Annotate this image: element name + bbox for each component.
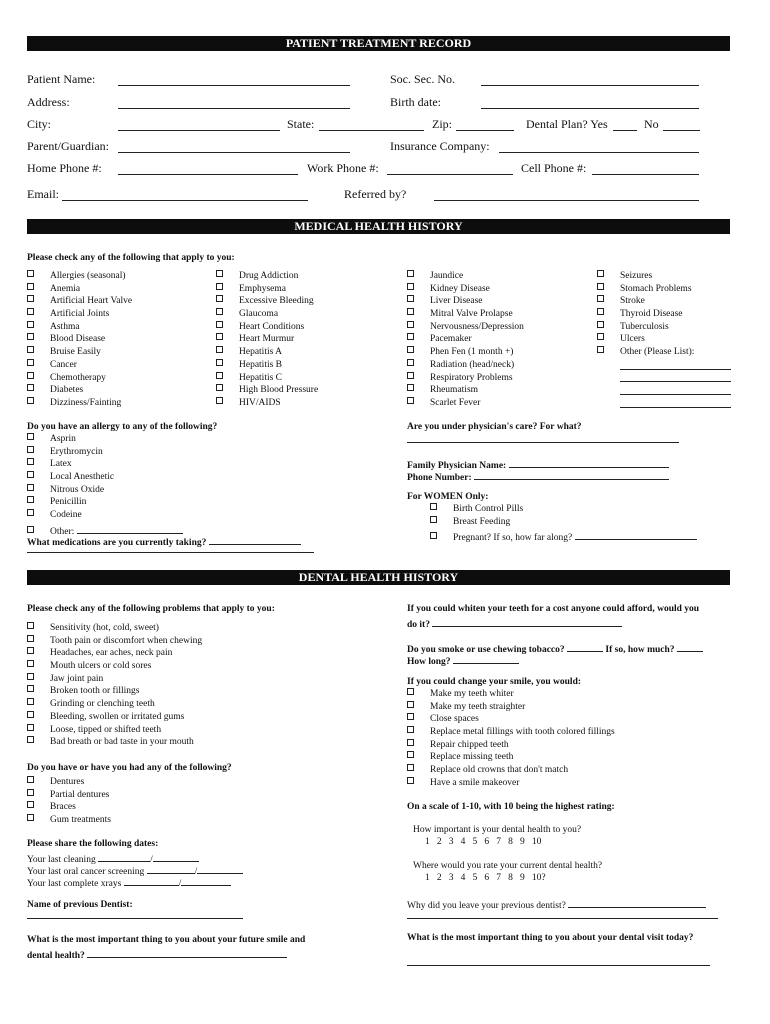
checkbox-icon[interactable]	[27, 346, 34, 353]
dental-problems-prompt: Please check any of the following problems that apply to you:	[27, 604, 275, 614]
insurance-field[interactable]	[499, 139, 699, 153]
checklist-item[interactable]: High Blood Pressure	[216, 384, 318, 397]
checkbox-icon[interactable]	[216, 384, 223, 391]
checkbox-icon[interactable]	[407, 295, 414, 302]
checklist-item[interactable]: Mouth ulcers or cold sores	[27, 660, 202, 673]
checklist-item[interactable]: Pregnant? If so, how far along?	[430, 528, 697, 541]
home-phone-field[interactable]	[118, 161, 298, 175]
checklist-item[interactable]: Sensitivity (hot, cold, sweet)	[27, 622, 202, 635]
checklist-item[interactable]: Phen Fen (1 month +)	[407, 346, 524, 359]
why-left-question: Why did you leave your previous dentist?	[407, 896, 706, 912]
checkbox-icon[interactable]	[407, 777, 414, 784]
checkbox-icon[interactable]	[407, 346, 414, 353]
phone-number-label: Phone Number:	[407, 468, 669, 484]
rate-scale[interactable]: 1 2 3 4 5 6 7 8 9 10?	[425, 873, 546, 883]
checkbox-icon[interactable]	[597, 321, 604, 328]
checklist-item[interactable]: Artificial Joints	[27, 308, 132, 321]
pregnancy-field[interactable]	[575, 528, 697, 540]
checklist-item[interactable]: Chemotherapy	[27, 372, 132, 385]
checkbox-icon[interactable]	[27, 359, 34, 366]
checklist-item[interactable]: Asthma	[27, 321, 132, 334]
zip-label: Zip:	[432, 117, 452, 131]
checklist-item[interactable]: Glaucoma	[216, 308, 318, 321]
work-phone-field[interactable]	[387, 161, 513, 175]
checkbox-icon[interactable]	[27, 526, 34, 533]
checklist-item[interactable]: Mitral Valve Prolapse	[407, 308, 524, 321]
birth-date-field[interactable]	[481, 95, 699, 109]
state-field[interactable]	[319, 117, 424, 131]
checklist-item[interactable]: Cancer	[27, 359, 132, 372]
last-xrays-month-field[interactable]	[124, 874, 179, 886]
other-allergy-field[interactable]	[77, 522, 183, 534]
checklist-item[interactable]: Ulcers	[597, 333, 694, 346]
checkbox-icon[interactable]	[27, 660, 34, 667]
visit-answer-line[interactable]	[407, 965, 710, 966]
checklist-item[interactable]: Replace metal fillings with tooth colored fillings	[407, 726, 615, 739]
checkbox-icon[interactable]	[216, 270, 223, 277]
checkbox-icon[interactable]	[27, 647, 34, 654]
referred-by-field[interactable]	[434, 187, 699, 201]
address-label: Address:	[27, 95, 70, 109]
checklist-item[interactable]: Excessive Bleeding	[216, 295, 318, 308]
previous-dentist-field[interactable]	[27, 918, 243, 919]
phone-number-field[interactable]	[474, 468, 669, 480]
last-screening-month-field[interactable]	[147, 862, 195, 874]
checkbox-icon[interactable]	[407, 688, 414, 695]
checklist-item[interactable]: Scarlet Fever	[407, 397, 524, 410]
patient-name-label: Patient Name:	[27, 72, 96, 86]
whiten-field[interactable]	[432, 615, 622, 627]
checkbox-icon[interactable]	[597, 333, 604, 340]
checkbox-icon[interactable]	[430, 516, 437, 523]
last-cleaning-month-field[interactable]	[98, 850, 150, 862]
checklist-item[interactable]: Dizziness/Fainting	[27, 397, 132, 410]
checkbox-icon[interactable]	[216, 346, 223, 353]
checkbox-icon[interactable]	[27, 789, 34, 796]
insurance-label: Insurance Company:	[390, 139, 490, 153]
checkbox-icon[interactable]	[216, 397, 223, 404]
checklist-item[interactable]: HIV/AIDS	[216, 397, 318, 410]
checklist-item[interactable]: Stomach Problems	[597, 283, 694, 296]
checklist-item[interactable]: Heart Conditions	[216, 321, 318, 334]
checklist-item[interactable]: Diabetes	[27, 384, 132, 397]
city-field[interactable]	[118, 117, 280, 131]
city-label: City:	[27, 117, 52, 131]
checklist-item[interactable]: Braces	[27, 801, 111, 814]
last-oral-cancer-row: Your last oral cancer screening /	[27, 862, 243, 878]
checklist-item[interactable]: Radiation (head/neck)	[407, 359, 524, 372]
checklist-item[interactable]: Make my teeth whiter	[407, 688, 615, 701]
checkbox-icon[interactable]	[27, 295, 34, 302]
checklist-item[interactable]: Jaundice	[407, 270, 524, 283]
smoke-amount-field[interactable]	[677, 640, 703, 652]
checkbox-icon[interactable]	[216, 283, 223, 290]
checklist-item[interactable]: Replace old crowns that don't match	[407, 764, 615, 777]
checkbox-icon[interactable]	[597, 346, 604, 353]
importance-question: How important is your dental health to you?	[413, 825, 582, 835]
other-list-line-3[interactable]	[620, 394, 731, 395]
checklist-item[interactable]: Bad breath or bad taste in your mouth	[27, 736, 202, 749]
checkbox-icon[interactable]	[216, 359, 223, 366]
last-xrays-row: Your last complete xrays /	[27, 874, 231, 890]
dental-plan-no-field[interactable]	[663, 117, 700, 131]
checkbox-icon[interactable]	[407, 321, 414, 328]
medical-conditions-col2	[216, 270, 318, 410]
smoke-question-1: Do you smoke or use chewing tobacco? If so, how much?	[407, 640, 703, 656]
ssn-label: Soc. Sec. No.	[390, 72, 455, 86]
checklist-item[interactable]: Asprin	[27, 433, 183, 446]
checkbox-icon[interactable]	[430, 503, 437, 510]
change-smile-prompt: If you could change your smile, you would:	[407, 677, 582, 687]
scale-prompt: On a scale of 1-10, with 10 being the highest rating:	[407, 802, 615, 812]
dental-history-header: DENTAL HEALTH HISTORY	[27, 570, 730, 585]
checkbox-icon[interactable]	[407, 308, 414, 315]
checklist-item[interactable]: Tooth pain or discomfort when chewing	[27, 635, 202, 648]
checklist-item[interactable]: Grinding or clenching teeth	[27, 698, 202, 711]
other-list-line-4[interactable]	[620, 407, 731, 408]
last-xrays-year-field[interactable]	[181, 874, 231, 886]
last-cleaning-row: Your last cleaning /	[27, 850, 199, 866]
whiten-question-2: do it?	[407, 615, 622, 631]
home-phone-label: Home Phone #:	[27, 161, 102, 175]
dental-plan-label: Dental Plan? Yes	[526, 117, 608, 131]
other-list-line-1[interactable]	[620, 369, 731, 370]
dental-had-list	[27, 776, 111, 827]
checkbox-icon[interactable]	[407, 739, 414, 746]
checklist-item[interactable]: Penicillin	[27, 496, 183, 509]
previous-dentist-label: Name of previous Dentist:	[27, 900, 133, 910]
checkbox-icon[interactable]	[216, 372, 223, 379]
checkbox-icon[interactable]	[27, 776, 34, 783]
checkbox-icon[interactable]	[27, 446, 34, 453]
state-label: State:	[287, 117, 315, 131]
medical-conditions-col3	[407, 270, 524, 410]
checkbox-icon[interactable]	[407, 726, 414, 733]
checklist-item[interactable]: Liver Disease	[407, 295, 524, 308]
checklist-item[interactable]: Hepatitis A	[216, 346, 318, 359]
visit-question: What is the most important thing to you about your dental visit today?	[407, 933, 694, 943]
checklist-item[interactable]: Pacemaker	[407, 333, 524, 346]
checklist-item[interactable]: Drug Addiction	[216, 270, 318, 283]
checklist-item[interactable]: Heart Murmur	[216, 333, 318, 346]
checklist-item[interactable]: Make my teeth straighter	[407, 701, 615, 714]
checkbox-icon[interactable]	[27, 698, 34, 705]
checklist-item[interactable]: Tuberculosis	[597, 321, 694, 334]
change-smile-list	[407, 688, 615, 790]
medications-field[interactable]	[209, 533, 301, 545]
checklist-item[interactable]: Headaches, ear aches, neck pain	[27, 647, 202, 660]
checklist-item[interactable]: Broken tooth or fillings	[27, 685, 202, 698]
checklist-item[interactable]: Erythromycin	[27, 446, 183, 459]
checklist-item[interactable]: Hepatitis C	[216, 372, 318, 385]
checklist-item[interactable]: Local Anesthetic	[27, 471, 183, 484]
parent-guardian-label: Parent/Guardian:	[27, 139, 109, 153]
checklist-item[interactable]: Loose, tipped or shifted teeth	[27, 724, 202, 737]
dates-prompt: Please share the following dates:	[27, 839, 159, 849]
dental-had-prompt: Do you have or have you had any of the following?	[27, 763, 232, 773]
dental-plan-yes-field[interactable]	[613, 117, 637, 131]
checkbox-icon[interactable]	[27, 458, 34, 465]
checklist-item[interactable]: Close spaces	[407, 713, 615, 726]
medical-conditions-col1	[27, 270, 132, 410]
checklist-item[interactable]: Hepatitis B	[216, 359, 318, 372]
checkbox-icon[interactable]	[407, 270, 414, 277]
checkbox-icon[interactable]	[27, 685, 34, 692]
checkbox-icon[interactable]	[27, 496, 34, 503]
family-physician-field[interactable]	[509, 456, 669, 468]
checklist-item[interactable]: Artificial Heart Valve	[27, 295, 132, 308]
checklist-item[interactable]: Blood Disease	[27, 333, 132, 346]
checkbox-icon[interactable]	[27, 724, 34, 731]
checkbox-icon[interactable]	[597, 270, 604, 277]
checkbox-icon[interactable]	[27, 814, 34, 821]
email-label: Email:	[27, 187, 59, 201]
checkbox-icon[interactable]	[27, 372, 34, 379]
checkbox-icon[interactable]	[597, 308, 604, 315]
checklist-item[interactable]: Gum treatments	[27, 814, 111, 827]
checkbox-icon[interactable]	[27, 801, 34, 808]
importance-scale[interactable]: 1 2 3 4 5 6 7 8 9 10	[425, 837, 542, 847]
zip-field[interactable]	[456, 117, 514, 131]
allergy-question: Do you have an allergy to any of the following?	[27, 422, 218, 432]
checkbox-icon[interactable]	[27, 333, 34, 340]
checkbox-icon[interactable]	[430, 532, 437, 539]
checklist-item[interactable]: Respiratory Problems	[407, 372, 524, 385]
checkbox-icon[interactable]	[27, 471, 34, 478]
checklist-item[interactable]: Bleeding, swollen or irritated gums	[27, 711, 202, 724]
checklist-item[interactable]: Latex	[27, 458, 183, 471]
checkbox-icon[interactable]	[407, 359, 414, 366]
checkbox-icon[interactable]	[597, 295, 604, 302]
medical-history-header: MEDICAL HEALTH HISTORY	[27, 219, 730, 234]
checkbox-icon[interactable]	[27, 622, 34, 629]
family-physician-label: Family Physician Name:	[407, 456, 669, 472]
checkbox-icon[interactable]	[216, 333, 223, 340]
checklist-item[interactable]: Emphysema	[216, 283, 318, 296]
checkbox-icon[interactable]	[27, 433, 34, 440]
checkbox-icon[interactable]	[27, 711, 34, 718]
checkbox-icon[interactable]	[27, 308, 34, 315]
future-smile-question-1: What is the most important thing to you about your future smile and	[27, 935, 306, 945]
checkbox-icon[interactable]	[597, 283, 604, 290]
checkbox-icon[interactable]	[407, 333, 414, 340]
checklist-item[interactable]: Other:	[27, 522, 183, 535]
checkbox-icon[interactable]	[216, 321, 223, 328]
women-list	[430, 503, 697, 544]
ssn-field[interactable]	[481, 72, 699, 86]
physician-line[interactable]	[407, 442, 679, 443]
last-cleaning-year-field[interactable]	[153, 850, 199, 862]
patient-name-field[interactable]	[118, 72, 350, 86]
checklist-item[interactable]: Breast Feeding	[430, 516, 697, 529]
physician-question: Are you under physician's care? For what?	[407, 422, 582, 432]
checkbox-icon[interactable]	[27, 397, 34, 404]
checkbox-icon[interactable]	[27, 509, 34, 516]
checklist-item[interactable]: Codeine	[27, 509, 183, 522]
checklist-item[interactable]: Jaw joint pain	[27, 673, 202, 686]
checklist-item[interactable]: Partial dentures	[27, 789, 111, 802]
medications-question: What medications are you currently taking?	[27, 533, 301, 549]
smoke-field[interactable]	[567, 640, 603, 652]
checklist-item[interactable]: Stroke	[597, 295, 694, 308]
why-left-line[interactable]	[407, 918, 718, 919]
checkbox-icon[interactable]	[27, 484, 34, 491]
form-title: PATIENT TREATMENT RECORD	[27, 36, 730, 51]
why-left-field[interactable]	[568, 896, 706, 908]
medical-conditions-col4	[597, 270, 694, 359]
whiten-question-1: If you could whiten your teeth for a cost anyone could afford, would you	[407, 604, 700, 614]
checkbox-icon[interactable]	[407, 751, 414, 758]
email-field[interactable]	[62, 187, 308, 201]
birth-date-label: Birth date:	[390, 95, 441, 109]
checkbox-icon[interactable]	[27, 635, 34, 642]
checkbox-icon[interactable]	[407, 372, 414, 379]
checklist-item[interactable]: Seizures	[597, 270, 694, 283]
checkbox-icon[interactable]	[407, 283, 414, 290]
dental-plan-no-label: No	[644, 117, 659, 131]
women-only-label: For WOMEN Only:	[407, 492, 489, 502]
smoke-question-2: How long?	[407, 652, 519, 668]
smoke-duration-field[interactable]	[453, 652, 519, 664]
checklist-item[interactable]: Repair chipped teeth	[407, 739, 615, 752]
dental-problems-list	[27, 622, 202, 749]
checklist-item[interactable]: Thyroid Disease	[597, 308, 694, 321]
checkbox-icon[interactable]	[407, 764, 414, 771]
last-screening-year-field[interactable]	[197, 862, 243, 874]
medications-line[interactable]	[27, 552, 314, 553]
cell-phone-label: Cell Phone #:	[521, 161, 587, 175]
checkbox-icon[interactable]	[407, 713, 414, 720]
checklist-item[interactable]: Nitrous Oxide	[27, 484, 183, 497]
future-smile-question-2: dental health?	[27, 946, 287, 962]
checklist-item[interactable]: Replace missing teeth	[407, 751, 615, 764]
referred-by-label: Referred by?	[344, 187, 407, 201]
allergy-list	[27, 433, 183, 535]
checkbox-icon[interactable]	[27, 736, 34, 743]
checkbox-icon[interactable]	[27, 673, 34, 680]
checklist-item[interactable]: Nervousness/Depression	[407, 321, 524, 334]
work-phone-label: Work Phone #:	[307, 161, 379, 175]
checkbox-icon[interactable]	[407, 701, 414, 708]
checkbox-icon[interactable]	[216, 308, 223, 315]
checklist-item[interactable]: Other (Please List):	[597, 346, 694, 359]
future-smile-field[interactable]	[87, 946, 287, 958]
cell-phone-field[interactable]	[592, 161, 699, 175]
checklist-item[interactable]: Have a smile makeover	[407, 777, 615, 790]
checkbox-icon[interactable]	[27, 384, 34, 391]
checklist-item[interactable]: Kidney Disease	[407, 283, 524, 296]
medical-prompt: Please check any of the following that apply to you:	[27, 253, 235, 263]
checklist-item[interactable]: Allergies (seasonal)	[27, 270, 132, 283]
checklist-item[interactable]: Dentures	[27, 776, 111, 789]
checkbox-icon[interactable]	[27, 283, 34, 290]
checklist-item[interactable]: Anemia	[27, 283, 132, 296]
other-list-line-2[interactable]	[620, 381, 731, 382]
checklist-item[interactable]: Rheumatism	[407, 384, 524, 397]
checklist-item[interactable]: Birth Control Pills	[430, 503, 697, 516]
checkbox-icon[interactable]	[27, 321, 34, 328]
rate-question: Where would you rate your current dental health?	[413, 861, 603, 871]
checkbox-icon[interactable]	[216, 295, 223, 302]
checkbox-icon[interactable]	[27, 270, 34, 277]
parent-guardian-field[interactable]	[118, 139, 350, 153]
checkbox-icon[interactable]	[407, 384, 414, 391]
checklist-item[interactable]: Bruise Easily	[27, 346, 132, 359]
address-field[interactable]	[118, 95, 350, 109]
checkbox-icon[interactable]	[407, 397, 414, 404]
